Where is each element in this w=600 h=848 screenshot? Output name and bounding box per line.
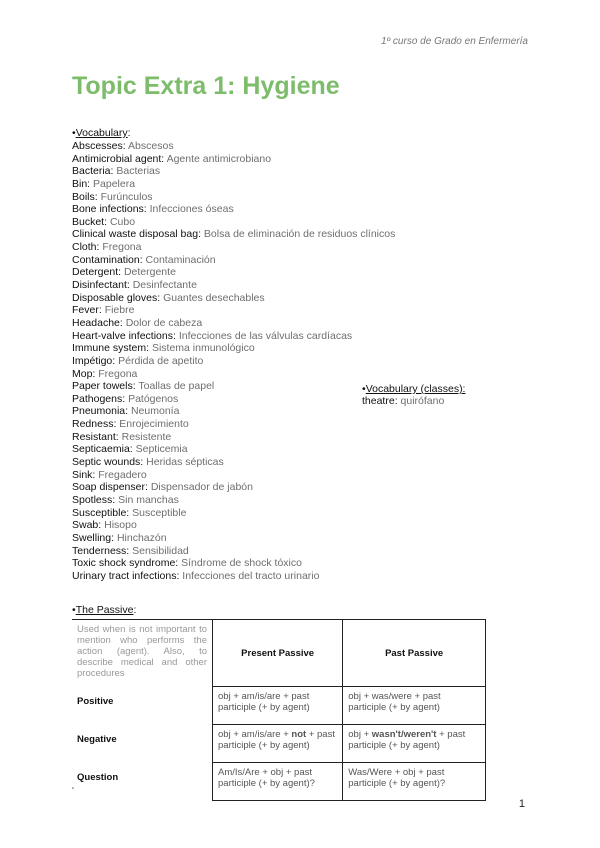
negative-past-wasnt: wasn't/weren't [371,729,437,740]
stray-mark: ' [72,786,74,797]
vocabulary-classes-translation: quirófano [400,395,445,407]
vocabulary-term: Pathogens: [72,392,126,405]
negative-past-pre: obj + [348,729,372,740]
vocabulary-translation: Fiebre [104,304,135,317]
question-present-cell: Am/Is/Are + obj + past participle (+ by agent)? [213,763,343,801]
vocabulary-translation: Cubo [109,215,136,228]
vocabulary-translation: Guantes desechables [163,291,265,304]
vocabulary-item [72,418,362,431]
vocabulary-term: Clinical waste disposal bag: [72,228,201,241]
vocabulary-translation: Resistente [121,430,172,443]
vocabulary-item [72,241,362,254]
passive-question-row [72,763,486,801]
negative-past-post: + past participle (+ by agent) [348,729,466,751]
vocabulary-translation: Hisopo [104,519,137,532]
positive-present-cell: obj + am/is/are + past participle (+ by agent) [213,687,343,725]
vocabulary-classes [362,383,465,408]
page-title: Topic Extra 1: Hygiene [72,72,340,100]
vocabulary-item [72,443,362,456]
vocabulary-term: Fever: [72,304,102,317]
vocabulary-heading-label: Vocabulary [75,127,128,139]
vocabulary-translation: Fregona [98,367,138,380]
vocabulary-item [72,469,362,482]
vocabulary-translation: Sistema inmunológico [151,342,255,355]
vocabulary-item [72,292,362,305]
vocabulary-term: Bin: [72,177,91,190]
vocabulary-translation: Detergente [123,266,176,279]
vocabulary-translation: Bacterias [116,165,161,178]
vocabulary-translation: Hinchazón [116,531,167,544]
vocabulary-term: Boils: [72,190,98,203]
vocabulary-term: Antimicrobial agent: [72,152,165,165]
vocabulary-item [72,279,362,292]
vocabulary-item [72,191,362,204]
vocabulary-term: Swab: [72,519,102,532]
vocabulary-translation: Toallas de papel [138,380,215,393]
vocabulary-term: Heart-valve infections: [72,329,176,342]
vocabulary-item [72,342,362,355]
vocabulary-heading-colon: : [127,127,131,139]
vocabulary-term: Contamination: [72,253,143,266]
vocabulary-classes-heading [362,383,465,395]
vocabulary-item [72,557,362,570]
vocabulary-term: Cloth: [72,241,100,254]
vocabulary-item [72,507,362,520]
vocabulary-term: Disposable gloves: [72,291,161,304]
vocabulary-translation: Agente antimicrobiano [166,152,272,165]
vocabulary-item [72,304,362,317]
vocabulary-item [72,203,362,216]
vocabulary-classes-item [362,395,465,408]
vocabulary-term: Paper towels: [72,380,136,393]
negative-present-post: + past participle (+ by agent) [218,729,335,751]
vocabulary-term: Septicaemia: [72,443,133,456]
vocabulary-item [72,153,362,166]
vocabulary-term: Tenderness: [72,544,130,557]
row-label-positive: Positive [77,695,114,707]
vocabulary-term: Toxic shock syndrome: [72,557,179,570]
vocabulary-item [72,165,362,178]
row-label-negative: Negative [77,733,117,745]
passive-heading-colon: : [133,604,137,616]
vocabulary-item [72,456,362,469]
vocabulary-item [72,140,362,153]
vocabulary-term: Spotless: [72,493,116,506]
vocabulary-classes-bullet: • [362,383,366,395]
vocabulary-item [72,368,362,381]
vocabulary-term: Disinfectant: [72,279,130,292]
passive-bullet: • [72,604,76,616]
vocabulary-term: Detergent: [72,266,122,279]
vocabulary-bullet: • [72,127,76,139]
vocabulary-classes-list [362,395,465,408]
vocabulary-item [72,431,362,444]
negative-present-pre: obj + am/is/are + [218,729,292,740]
vocabulary-item [72,570,362,583]
vocabulary-item [72,519,362,532]
vocabulary-term: Immune system: [72,342,150,355]
vocabulary-item [72,380,362,393]
passive-table-intro: Used when is not important to mention who performs the action (agent). Also, to describe medical and other procedures [72,620,213,687]
vocabulary-translation: Neumonía [130,405,180,418]
vocabulary-item [72,317,362,330]
vocabulary-heading [72,127,131,139]
vocabulary-classes-heading-label: Vocabulary (classes): [365,383,466,395]
vocabulary-term: Sink: [72,468,96,481]
vocabulary-term: Redness: [72,418,117,431]
vocabulary-term: Abscesses: [72,140,126,152]
negative-present-not: not [291,729,307,740]
passive-table [72,619,486,801]
vocabulary-item [72,216,362,229]
vocabulary-term: Impétigo: [72,354,116,367]
vocabulary-translation: Heridas sépticas [146,456,224,469]
vocabulary-translation: Infecciones de las válvulas cardíacas [178,329,353,342]
vocabulary-translation: Patógenos [128,392,179,405]
page-number: 1 [518,798,525,810]
row-label-question: Question [77,771,119,783]
vocabulary-translation: Dispensador de jabón [150,481,253,494]
vocabulary-translation: Bolsa de eliminación de residuos clínicos [203,228,396,241]
vocabulary-translation: Enrojecimiento [119,418,189,431]
vocabulary-term: Soap dispenser: [72,481,148,494]
negative-past-cell [343,725,486,763]
vocabulary-translation: Furúnculos [100,190,153,203]
vocabulary-term: Swelling: [72,531,115,544]
vocabulary-translation: Susceptible [132,506,187,519]
vocabulary-item [72,393,362,406]
positive-past-cell: obj + was/were + past participle (+ by agent) [343,687,486,725]
passive-heading-label: The Passive [75,604,134,616]
vocabulary-translation: Infecciones del tracto urinario [182,569,320,582]
vocabulary-translation: Sin manchas [118,493,179,506]
vocabulary-term: Resistant: [72,430,119,443]
passive-positive-row [72,687,486,725]
vocabulary-item [72,494,362,507]
question-past-cell: Was/Were + obj + past participle (+ by agent)? [343,763,486,801]
vocabulary-term: Bacteria: [72,165,114,178]
vocabulary-translation: Sensibilidad [132,544,189,557]
vocabulary-term: Septic wounds: [72,456,144,469]
vocabulary-item [72,330,362,343]
vocabulary-item [72,545,362,558]
vocabulary-term: Susceptible: [72,506,130,519]
vocabulary-item [72,355,362,368]
vocabulary-item [72,532,362,545]
past-passive-column-header: Past Passive [343,620,486,687]
vocabulary-term: Urinary tract infections: [72,569,180,582]
vocabulary-term: Bucket: [72,215,108,228]
vocabulary-item [72,254,362,267]
vocabulary-translation: Dolor de cabeza [125,316,203,329]
vocabulary-item [72,228,396,241]
course-header: 1º curso de Grado en Enfermería [380,36,528,47]
passive-heading [72,604,136,616]
vocabulary-translation: Desinfectante [132,279,197,292]
passive-negative-row [72,725,486,763]
vocabulary-translation: Fregona [102,241,142,254]
vocabulary-translation: Septicemia [135,443,188,456]
vocabulary-term: Headache: [72,316,123,329]
vocabulary-translation: Abscesos [128,140,174,152]
vocabulary-term: Pneumonia: [72,405,129,418]
vocabulary-classes-term: theatre: [362,395,398,407]
vocabulary-item [72,178,362,191]
passive-table-header-row [72,620,486,687]
negative-present-cell [213,725,343,763]
vocabulary-translation: Infecciones óseas [149,203,234,216]
vocabulary-translation: Contaminación [145,253,216,266]
vocabulary-item [72,405,362,418]
vocabulary-translation: Síndrome de shock tóxico [181,557,302,570]
vocabulary-item [72,481,362,494]
present-passive-column-header: Present Passive [213,620,343,687]
vocabulary-translation: Fregadero [98,468,147,481]
vocabulary-term: Mop: [72,367,96,380]
vocabulary-term: Bone infections: [72,203,147,216]
vocabulary-translation: Pérdida de apetito [118,354,204,367]
vocabulary-item [72,266,362,279]
vocabulary-translation: Papelera [93,177,136,190]
